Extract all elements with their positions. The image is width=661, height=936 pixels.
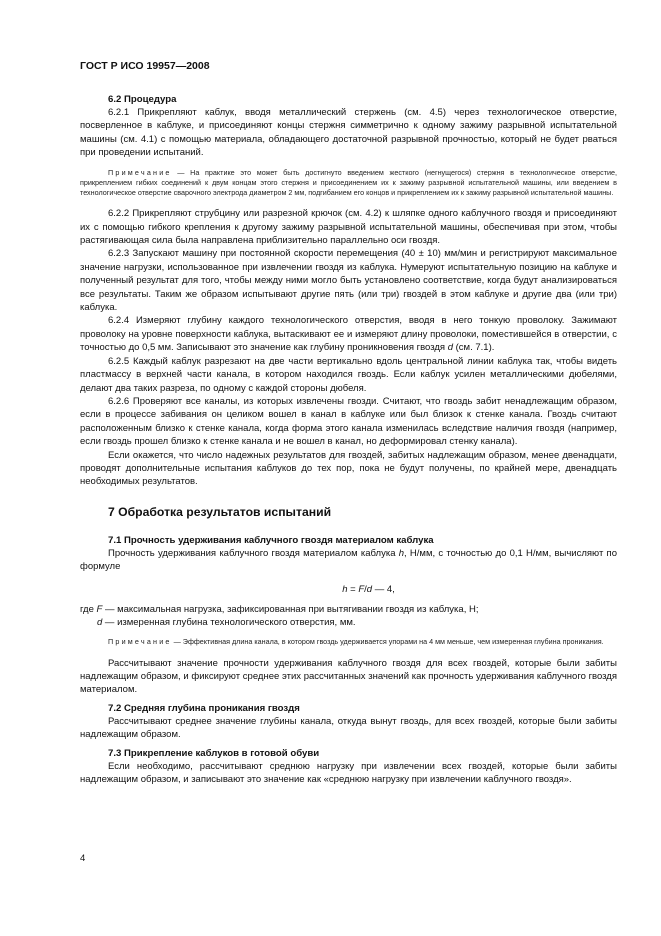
variable-d: d bbox=[97, 616, 103, 628]
note-text: — Эффективная длина канала, в котором гвоздь удерживается упорами на 4 мм меньше, чем измеренная глубина проникания. bbox=[171, 637, 604, 647]
paragraph-6-2-4 bbox=[80, 314, 617, 354]
paragraph-6-2-6: 6.2.6 Проверяют все каналы, из которых извлечены гвозди. Считают, что гвоздь забит ненадлежащим образом, если в процессе забивания он целиком вошел в канал в каблуке или был близок к стенке канала. Гвоздь считают расположенным близко к стенке канала, когда форма этого канала изменилась вследствие наличия гвоздя (например, если гвоздь прошел близко к стенке канала и не вошел в канал, но деформировал стенку канала). bbox=[80, 395, 617, 448]
formula bbox=[80, 583, 617, 596]
formula-where-d bbox=[80, 616, 617, 629]
where-text: — максимальная нагрузка, зафиксированная при вытягивании гвоздя из каблука, Н; bbox=[102, 603, 479, 615]
formula-rest: — 4, bbox=[372, 583, 395, 595]
note-label: Примечание bbox=[108, 167, 172, 177]
note-7-1 bbox=[80, 637, 617, 647]
paragraph-6-2-3: 6.2.3 Запускают машину при постоянной скорости перемещения (40 ± 10) мм/мин и регистрируют максимальное значение нагрузки, использованное при извлечении гвоздя из каблука. Нумеруют испытательную позицию на каблуке и полученный результат для того, чтобы между ними могло быть установлено соответствие, когда будут анализироваться все результаты. Таким же образом испытывают другие пять (или три) гвоздей в этом каблуке и другие два (или три) каблука. bbox=[80, 248, 617, 314]
formula-lhs: h bbox=[342, 583, 348, 595]
variable-h: h bbox=[398, 547, 405, 559]
paragraph-text: Прочность удерживания каблучного гвоздя материалом каблука bbox=[108, 547, 399, 559]
formula-equals: = bbox=[347, 583, 359, 595]
page-number: 4 bbox=[80, 853, 86, 864]
paragraph-text: 6.2.4 Измеряют глубину каждого технологического отверстия, вводя в него тонкую проволоку. Зажимают проволоку на уровне поверхности каблука, вытаскивают ее и измеряют длину проволоки, поместившейся в отверстии, с точностью до 0,5 мм. Записывают это значение как глубину проникновения гвоздя bbox=[80, 315, 617, 354]
formula-where-f bbox=[80, 603, 617, 616]
section-7-1-heading: 7.1 Прочность удерживания каблучного гвоздя материалом каблука bbox=[108, 534, 434, 546]
paragraph-6-2-5: 6.2.5 Каждый каблук разрезают на две части вертикально вдоль центральной линии каблука так, чтобы видеть пластмассу в верхней части канала, в котором находился гвоздь. Если каблук усилен металлическими дюбелями, делают два таких разреза, по одному с каждой стороны дюбеля. bbox=[80, 355, 617, 394]
section-6-2-heading: 6.2 Процедура bbox=[108, 94, 177, 105]
note-text: — На практике это может быть достигнуто введением жесткого (негнущегося) стержня в технологическое отверстие, прикреплением гибких соединений к двум концам этого стержня и присоединением их к зажиму разрывной испытательной машины, или введением в технологическое отверстие сварочного электрода диаметром 2 мм, подгибанием его концов и прикреплением их к зажиму разрывной испытательной машины. bbox=[80, 167, 617, 198]
paragraph-7-2: Рассчитывают среднее значение глубины канала, откуда вынут гвоздь, для всех гвоздей, которые были забиты надлежащим образом. bbox=[80, 715, 617, 741]
formula-numerator: F bbox=[358, 583, 365, 595]
document-header: ГОСТ Р ИСО 19957—2008 bbox=[80, 60, 210, 72]
where-text: — измеренная глубина технологического отверстия, мм. bbox=[102, 616, 356, 628]
paragraph-text: (см. 7.1). bbox=[453, 342, 495, 354]
note-label: Примечание bbox=[108, 637, 172, 647]
section-7-2-heading: 7.2 Средняя глубина проникания гвоздя bbox=[108, 702, 300, 714]
section-7-3-heading: 7.3 Прикрепление каблуков в готовой обуви bbox=[108, 747, 320, 759]
paragraph-6-2-2: 6.2.2 Прикрепляют струбцину или разрезной крючок (см. 4.2) к шляпке одного каблучного гвоздя и присоединяют их с помощью гибкого крепления к другому зажиму разрывной испытательной машины, обеспечивая при этом, чтобы растягивающая сила была направлена приблизительно параллельно оси гвоздя. bbox=[80, 208, 617, 247]
paragraph-text: , Н/мм, с точностью до 0,1 Н/мм, вычисляют по формуле bbox=[80, 547, 617, 573]
note-6-2-1 bbox=[80, 168, 617, 199]
paragraph-6-2-extra: Если окажется, что число надежных результатов для гвоздей, забитых надлежащим образом, менее двенадцати, проводят дополнительные испытания каблуков до тех пор, пока не будут получены, по крайней мере, двенадцать необходимых результатов. bbox=[80, 449, 617, 488]
section-7-heading: 7 Обработка результатов испытаний bbox=[108, 504, 332, 519]
formula-denominator: d bbox=[366, 583, 373, 595]
paragraph-7-1-intro bbox=[80, 547, 617, 574]
paragraph-7-3: Если необходимо, рассчитывают среднюю нагрузку при извлечении всех гвоздей, которые были забиты надлежащим образом, и записывают это значение как «среднюю нагрузку при извлечении каблучного гвоздя». bbox=[80, 760, 617, 786]
formula-slash: / bbox=[364, 583, 367, 595]
variable-d: d bbox=[447, 342, 453, 354]
variable-f: F bbox=[96, 603, 103, 615]
where-text: где bbox=[80, 603, 97, 615]
paragraph-7-1-result: Рассчитывают значение прочности удерживания каблучного гвоздя для всех гвоздей, которые были забиты надлежащим образом, и фиксируют среднее этих рассчитанных значений как прочность удерживания каблучного гвоздя материалом. bbox=[80, 657, 617, 696]
paragraph-6-2-1: 6.2.1 Прикрепляют каблук, вводя металлический стержень (см. 4.5) через технологическое отверстие, посверленное в каблуке, и присоединяют концы стержня симметрично к одному зажиму разрывной испытательной машины (см. 4.1) с помощью материала, обладающего достаточной разрывной прочностью, который не будет рваться при проведении испытаний. bbox=[80, 107, 617, 159]
